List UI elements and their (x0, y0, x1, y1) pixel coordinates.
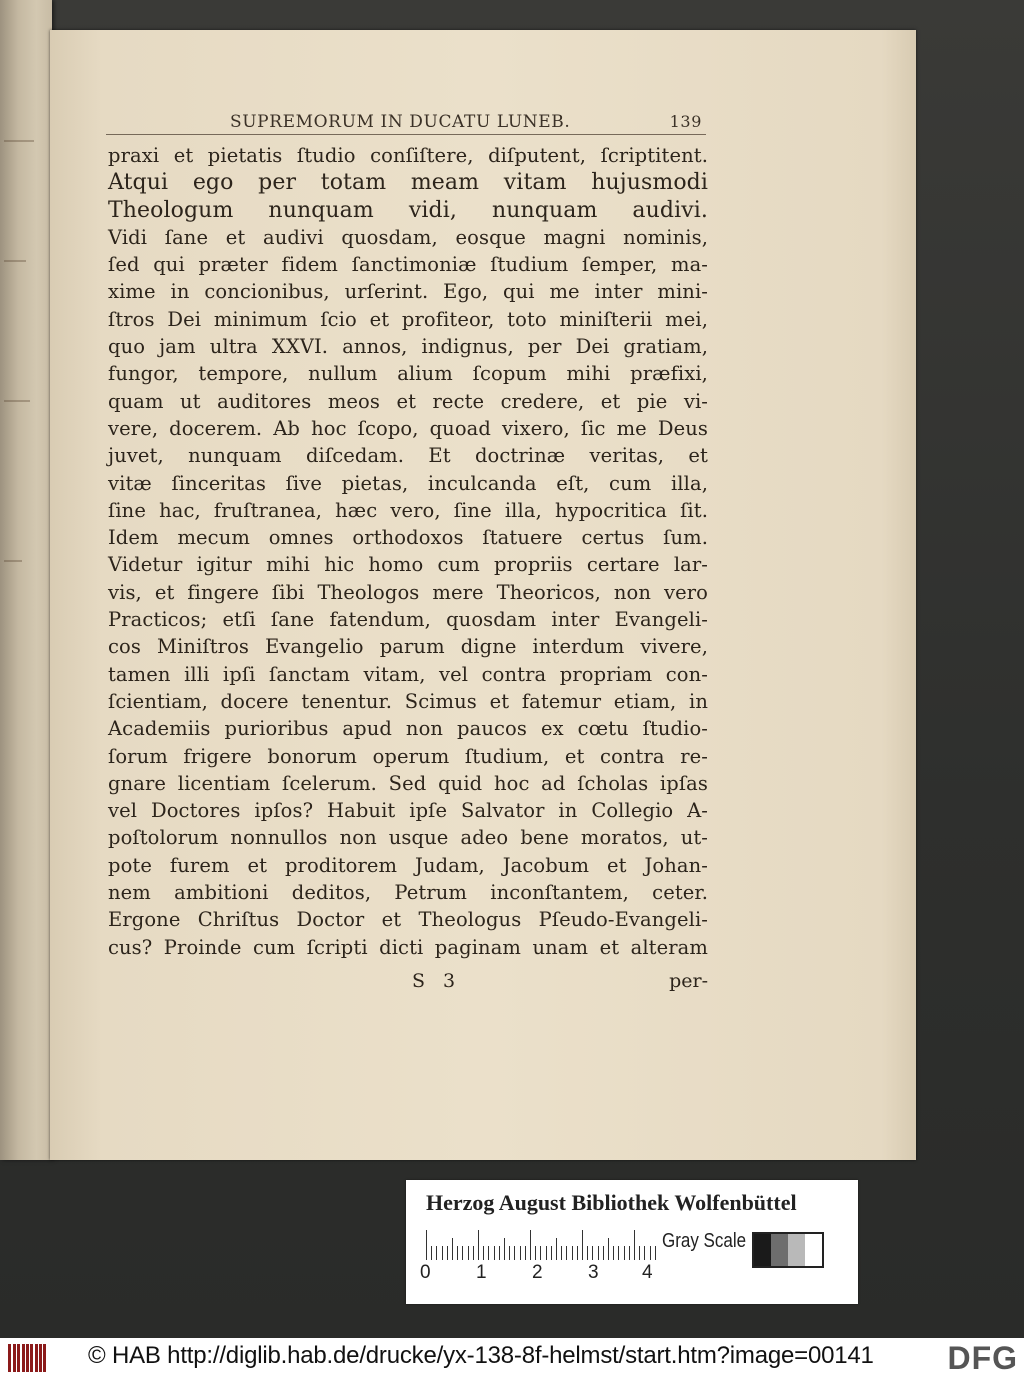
text-line: Practicos; etſi ſane fatendum, quosdam inter Evangeli- (108, 608, 708, 632)
gray-swatch (754, 1234, 771, 1266)
ruler-tick (447, 1246, 448, 1260)
ruler-tick (442, 1246, 443, 1260)
ruler-tick (598, 1246, 599, 1260)
ruler-tick (556, 1238, 557, 1260)
ruler-tick (468, 1246, 469, 1260)
ruler-tick (634, 1230, 635, 1260)
text-line: Idem mecum omnes orthodoxos ſtatuere certus ſum. (108, 526, 708, 550)
text-line: poſtolorum nonnullos non usque adeo bene moratos, ut- (108, 826, 708, 850)
text-line: cus? Proinde cum ſcripti dicti paginam unam et alteram (108, 935, 708, 959)
text-line: fungor, tempore, nullum alium ſcopum mihi præfixi, (108, 362, 708, 386)
header-rule (106, 134, 706, 135)
ruler-tick (535, 1246, 536, 1260)
gray-scale-label: Gray Scale (662, 1230, 747, 1252)
dfg-logo-icon: DFG (947, 1340, 1018, 1376)
gray-swatch (805, 1234, 822, 1266)
hab-logo-icon (8, 1344, 48, 1372)
ruler-tick (561, 1246, 562, 1260)
text-line: Vidi ſane et audivi quosdam, eosque magni nominis, (108, 225, 708, 249)
ruler-tick (504, 1238, 505, 1260)
text-line: Ergone Chriſtus Doctor et Theologus Pſeudo-Evangeli- (108, 908, 708, 932)
ruler-numbers (420, 1262, 660, 1286)
text-line: gnare licentiam ſcelerum. Sed quid hoc ad ſcholas ipſas (108, 771, 708, 795)
ruler-tick (603, 1246, 604, 1260)
ruler-tick (436, 1246, 437, 1260)
ruler-tick (546, 1246, 547, 1260)
text-line: quo jam ultra XXVI. annos, indignus, per Dei gratiam, (108, 335, 708, 359)
scale-card-title: Herzog August Bibliothek Wolfenbüttel (426, 1190, 797, 1215)
ruler-tick (540, 1246, 541, 1260)
ruler-tick (566, 1246, 567, 1260)
text-line: Videtur igitur mihi hic homo cum propriis certare lar- (108, 553, 708, 577)
ruler-tick (431, 1246, 432, 1260)
ruler-tick (551, 1246, 552, 1260)
ruler-tick (514, 1246, 515, 1260)
text-line: ſcientiam, docere tenentur. Scimus et fatemur etiam, in (108, 689, 708, 713)
text-line: tamen illi ipſi ſanctam vitam, vel contra propriam con- (108, 662, 708, 686)
text-line: praxi et pietatis ſtudio conſiſtere, diſputent, ſcriptitent. (108, 144, 708, 167)
text-line: xime in concionibus, urſerint. Ego, qui me inter mini- (108, 280, 708, 304)
ruler-tick (530, 1230, 531, 1260)
text-line: ſed qui præter fidem ſanctimoniæ ſtudium ſemper, ma- (108, 253, 708, 277)
page-body-text (108, 142, 708, 961)
previous-leaf-edge (0, 0, 52, 1160)
ruler-tick (618, 1246, 619, 1260)
ruler-tick (592, 1246, 593, 1260)
ruler-tick (520, 1246, 521, 1260)
gray-scale-swatches (752, 1232, 824, 1268)
text-line: cos Miniſtros Evangelio parum digne interdum vivere, (108, 635, 708, 659)
ruler-tick (650, 1246, 651, 1260)
ruler-tick (608, 1238, 609, 1260)
ruler-tick (452, 1238, 453, 1260)
text-line: ſtros Dei minimum ſcio et profiteor, toto miniſterii mei, (108, 307, 708, 331)
catchword: per- (669, 970, 708, 992)
ruler-tick (426, 1230, 427, 1260)
ruler-tick (509, 1246, 510, 1260)
ruler-tick (478, 1230, 479, 1260)
gray-swatch (771, 1234, 788, 1266)
ruler-tick (494, 1246, 495, 1260)
ruler-tick (613, 1246, 614, 1260)
ruler (426, 1230, 656, 1260)
text-line: Theologum nunquam vidi, nunquam audivi. (108, 197, 708, 223)
ruler-tick (499, 1246, 500, 1260)
ruler-number: 0 (420, 1262, 431, 1283)
page-foot (108, 970, 708, 998)
ruler-number: 4 (642, 1262, 653, 1283)
signature-mark: S 3 (412, 970, 462, 992)
ruler-tick (488, 1246, 489, 1260)
gray-swatch (788, 1234, 805, 1266)
text-line: pote furem et proditorem Judam, Jacobum et Johan- (108, 853, 708, 877)
ruler-tick (639, 1246, 640, 1260)
footer-bar (0, 1338, 1024, 1378)
text-line: vere, docerem. Ab hoc ſcopo, quoad vixero, ſic me Deus (108, 416, 708, 440)
ruler-number: 1 (476, 1262, 487, 1283)
ruler-tick (473, 1246, 474, 1260)
ruler-number: 2 (532, 1262, 543, 1283)
copyright-url[interactable]: © HAB http://diglib.hab.de/drucke/yx-138-8f-helmst/start.htm?image=00141 (88, 1342, 874, 1369)
ruler-tick (457, 1246, 458, 1260)
ruler-tick (572, 1246, 573, 1260)
text-line: nem ambitioni deditos, Petrum inconſtantem, ceter. (108, 881, 708, 905)
text-line: quam ut auditores meos et recte credere, et pie vi- (108, 389, 708, 413)
ruler-tick (629, 1246, 630, 1260)
text-line: Academiis purioribus apud non paucos ex cœtu ſtudio- (108, 717, 708, 741)
ruler-tick (577, 1246, 578, 1260)
ruler-tick (587, 1246, 588, 1260)
text-line: ſorum frigere bonorum operum ſtudium, et contra re- (108, 744, 708, 768)
text-line: vitæ ſinceritas ſive pietas, inculcanda eſt, cum illa, (108, 471, 708, 495)
ruler-tick (644, 1246, 645, 1260)
ruler-tick (624, 1246, 625, 1260)
text-line: vel Doctores ipſos? Habuit ipſe Salvator in Collegio A- (108, 799, 708, 823)
ruler-tick (462, 1246, 463, 1260)
ruler-number: 3 (588, 1262, 599, 1283)
text-line: juvet, nunquam diſcedam. Et doctrinæ veritas, et (108, 444, 708, 468)
text-line: Atqui ego per totam meam vitam hujusmodi (108, 170, 708, 196)
text-line: vis, et fingere ſibi Theologos mere Theoricos, non vero (108, 580, 708, 604)
ruler-tick (582, 1230, 583, 1260)
text-line: ſine hac, fruſtranea, hæc vero, ſine illa, hypocritica ſit. (108, 498, 708, 522)
ruler-tick (483, 1246, 484, 1260)
running-head-title: SUPREMORUM IN DUCATU LUNEB. (230, 112, 571, 132)
ruler-tick (655, 1246, 656, 1260)
color-scale-card (406, 1180, 858, 1304)
page-number: 139 (669, 112, 702, 131)
ruler-tick (525, 1246, 526, 1260)
